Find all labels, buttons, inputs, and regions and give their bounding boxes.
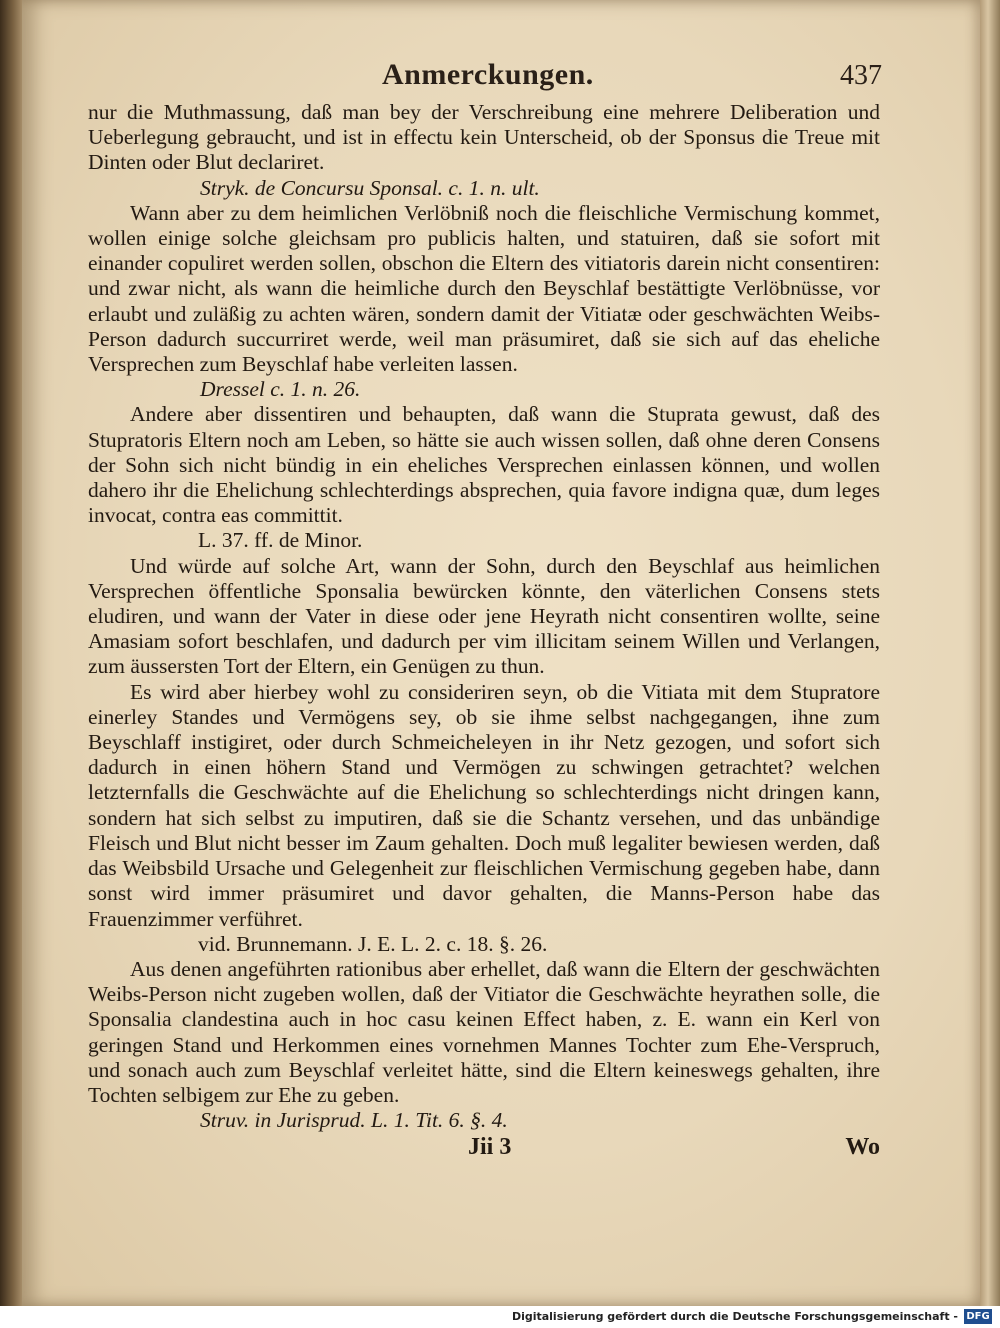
paragraph-2: Wann aber zu dem heimlichen Verlöbniß noch die fleischliche Vermischung kommet, wollen einige solche gleichsam pro publicis halten, und statuiren, daß sie sofort mit einander copuliret werden sollen, obschon die Eltern des vitiatoris darein nicht consentiren: und zwar nicht, als wann die heimliche durch den Beyschlaf bestättigte Verlöbnüsse, vor erlaubt und zuläßig zu achten wären, sondern damit der Vitiatæ oder geschwächten Weibs-Person dadurch succurriret werde, weil man präsumiret, daß sie sich auf das eheliche Versprechen zum Beyschlaf habe verleiten lassen. [88,200,880,377]
paragraph-1: nur die Muthmassung, daß man bey der Verschreibung eine mehrere Deliberation und Ueberlegung gebraucht, und ist in effectu kein Unterscheid, ob der Sponsus die Treue mit Dinten oder Blut declariret. [88,100,880,175]
paragraph-6: Aus denen angeführten rationibus aber erhellet, daß wann die Eltern der geschwächten Weibs-Person nicht zugeben wollen, daß der Vitiator die Geschwächte heyrathen solle, die Sponsalia clandestina auch in hoc casu keinen Effect haben, z. E. wann ein Kerl von geringen Stand und Herkommen eines vornehmen Mannes Tochter zum Ehe-Verspruch, und sonach auch zum Beyschlaf verleitet hätte, sind die Eltern keineswegs gehalten, ihre Tochten selbigem zur Ehe zu geben. [88,956,880,1107]
citation-4: vid. Brunnemann. J. E. L. 2. c. 18. §. 26. [198,931,548,956]
citation-1: Stryk. de Concursu Sponsal. c. 1. n. ult. [200,175,540,200]
right-book-edge [980,0,1000,1306]
page-header [82,52,882,100]
dfg-logo-icon: DFG [964,1309,992,1324]
signature-mark: Jii 3 [468,1134,512,1161]
citation-3: L. 37. ff. de Minor. [198,528,363,553]
paragraph-3: Andere aber dissentiren und behaupten, daß wann die Stuprata gewust, daß des Stupratoris Eltern noch am Leben, so hätte sie auch wissen sollen, daß ohne deren Consens der Sohn sich nicht bündig in ein eheliches Versprechen einlassen können, und wollen dahero ihr die Ehelichung schlechterdings absprechen, quia favore indigna quæ, dum leges invocat, contra eas committit. [88,402,880,528]
page-foot-row [88,1135,880,1165]
main-text [88,100,880,1165]
left-book-edge [0,0,22,1306]
page-number: 437 [840,60,882,91]
digitization-footer [0,1306,1000,1328]
paragraph-5: Es wird aber hierbey wohl zu consideriren seyn, ob die Vitiata mit dem Stupratore einerley Standes und Vermögens sey, ob sie ihme selbst nachgegangen, ihne zum Beyschlaff instigiret, oder durch Schmeicheleyen in ihr Netz gezogen, und sofort sich dadurch in einen höhern Stand und Vermögen zu schwingen getrachtet? welchen letzternfalls die Geschwächte auf die Ehelichung so schlechterdings nicht dringen kann, sondern hat sich selbst zu imputiren, daß sie die Schantz versehen, und das unbändige Fleisch und Blut nicht besser im Zaum gehalten. Doch muß legaliter bewiesen werden, daß das Weibsbild Ursache und Gelegenheit zur fleischlichen Vermischung gegeben habe, dann sonst wird immer präsumiret und davor gehalten, die Manns-Person habe das Frauenzimmer verführet. [88,679,880,931]
catchword: Wo [845,1134,880,1161]
running-title: Anmerckungen. [382,58,594,91]
funding-notice: Digitalisierung gefördert durch die Deutsche Forschungsgemeinschaft - [511,1310,958,1323]
citation-2: Dressel c. 1. n. 26. [200,377,361,402]
citation-5: Struv. in Jurisprud. L. 1. Tit. 6. §. 4. [200,1108,508,1133]
paragraph-4: Und würde auf solche Art, wann der Sohn, durch den Beyschlaf aus heimlichen Versprechen öffentliche Sponsalia bewürcken könnte, den väterlichen Consens stets eludiren, und wann der Vater in diese oder jene Heyrath nicht consentiren wollte, seine Amasiam sofort beschlafen, und dadurch per vim illicitam seinem Willen und Verlangen, zum äussersten Tort der Eltern, ein Genügen zu thun. [88,553,880,679]
book-page [22,0,980,1306]
